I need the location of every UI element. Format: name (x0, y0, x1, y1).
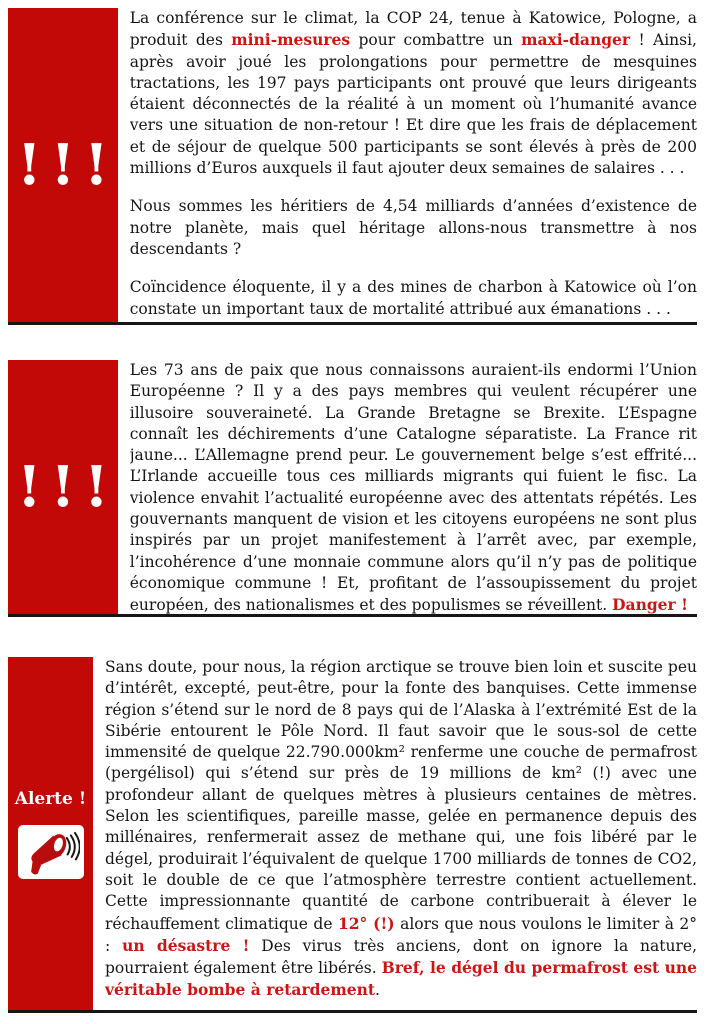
section-divider (8, 322, 697, 325)
section-text (105, 657, 697, 1010)
highlighted-text: mini-mesures (231, 30, 351, 50)
body-text: ! Ainsi, après avoir joué les prolongations pour permettre de mesquines tractations, les 197 pays participants ont prouvé que leurs dirigeants étaient déconnectés de la réalité à un moment où l’humanité avance vers une situation de non-retour ! Et dire que les frais de déplacement et de séjour de quelque 500 participants se sont élevés à près de 200 millions d’Euros auxquels il faut ajouter deux semaines de salaires . . . (129, 31, 697, 178)
alert-marker-bar (8, 657, 93, 1010)
paragraph (130, 8, 697, 179)
megaphone-icon-box (18, 825, 84, 879)
section-text (130, 8, 697, 322)
alert-label: Alerte ! (14, 788, 87, 809)
highlighted-text: Bref, le dégel du permafrost est une véritable bombe à retardement (105, 958, 697, 1000)
section-row (8, 657, 697, 1010)
highlighted-text: un désastre ! (122, 935, 250, 955)
section-divider (8, 614, 697, 617)
megaphone-icon (22, 828, 80, 876)
body-text: Sans doute, pour nous, la région arctique se trouve bien loin et suscite peu d’intérêt, excepté, peut-être, pour la fonte des banquises. Cette immense région s’étend sur le nord de 8 pays qui de l’Alaska à l’extrémité Est de la Sibérie entourent le Pôle Nord. Il faut savoir que le sous-sol de cette immensité de quelque 22.790.000km² renferme une couche de permafrost (pergélisol) qui s’étend sur près de 19 millions de km² (!) avec une profondeur allant de quelques mètres à plusieurs centaines de mètres. Selon les scientifiques, pareille masse, gelée en permanence depuis des millénaires, renfermerait assez de methane qui, une fois libéré par le dégel, produirait l’équivalent de quelque 1700 milliards de tonnes de CO2, soit le double de ce que l’atmosphère terrestre contient actuellement. Cette impressionnante quantité de carbone contribuerait à élever le réchauffement climatique de (105, 658, 697, 933)
section-divider (8, 1010, 697, 1013)
alert-section-permafrost (8, 657, 697, 1013)
highlighted-text: 12° (!) (337, 913, 395, 933)
body-text: alors que nous voulons le limiter à 2° : (105, 914, 697, 955)
body-text: Nous sommes les héritiers de 4,54 milliards d’années d’existence de notre planète, mais quel héritage allons-nous transmettre à nos descendants ? (129, 197, 697, 258)
body-text: La conférence sur le climat, la COP 24, tenue à Katowice, Pologne, a produit des (129, 9, 697, 50)
body-text: Les 73 ans de paix que nous connaissons auraient-ils endormi l’Union Européenne ? Il y a des pays membres qui veulent récupérer une illusoire souveraineté. La Grande Bretagne se Brexite. L’Espagne connaît les déchirements d’une Catalogne séparatiste. La France rit jaune... L’Allemagne prend peur. Le gouvernement belge s’est effrité... L’Irlande accueille tous ces milliards migrants qui fuient le fisc. La violence envahit l’actualité européenne avec des attentats répétés. Les gouvernants manquent de vision et les citoyens européens ne sont plus inspirés par un projet manifestement à l’arrêt avec, par exemple, l’incohérence d’une monnaie commune alors qu’il n’y pas de politique économique commune ! Et, profitant de l’assoupissement du projet européen, des nationalismes et des populismes se réveillent. (129, 361, 697, 614)
exclamation-marks-icon: !!! (17, 454, 118, 520)
section-row (8, 360, 697, 614)
body-text: Des virus très anciens, dont on ignore la nature, pourraient également être libérés. (105, 936, 697, 978)
exclamation-marks-icon: !!! (17, 132, 118, 198)
section-text (130, 360, 697, 614)
paragraph (105, 657, 697, 1002)
alert-marker-bar (8, 360, 118, 614)
paragraph (130, 360, 697, 614)
section-row (8, 8, 697, 322)
highlighted-text: maxi-danger (521, 30, 631, 50)
alert-section-cop24 (8, 8, 697, 325)
paragraph (130, 277, 697, 320)
alert-section-europe (8, 360, 697, 617)
alert-marker-bar (8, 8, 118, 322)
paragraph (130, 196, 697, 260)
body-text: . (375, 981, 380, 1000)
body-text: Coïncidence éloquente, il y a des mines de charbon à Katowice où l’on constate un important taux de mortalité attribué aux émanations . . . (129, 278, 697, 318)
body-text: pour combattre un (350, 31, 522, 50)
highlighted-text: Danger ! (612, 595, 688, 614)
